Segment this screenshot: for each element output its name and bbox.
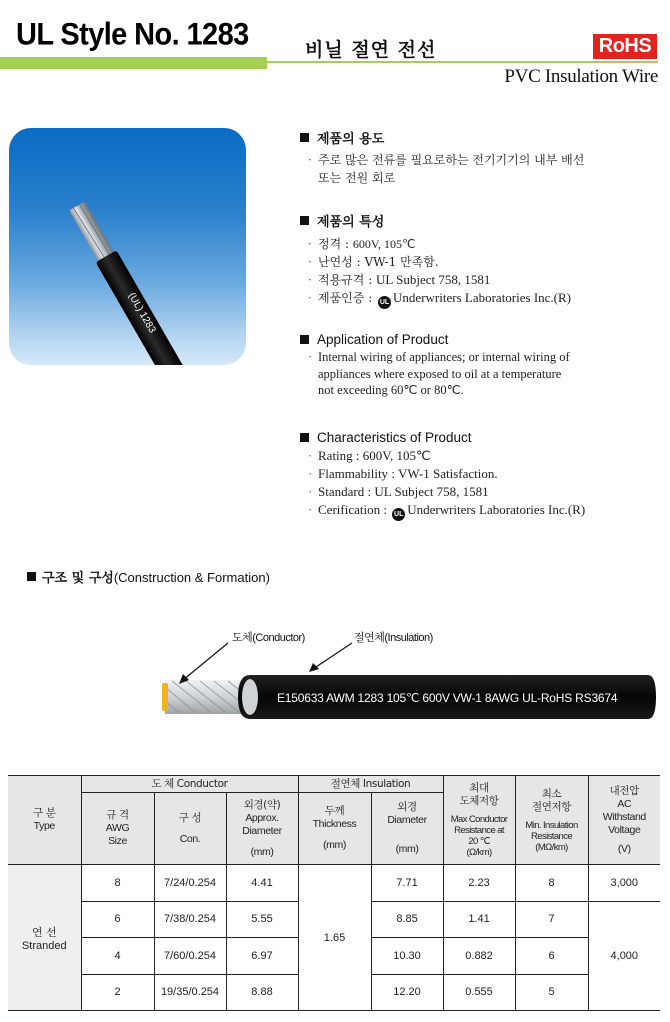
spec-table (8, 775, 660, 1011)
cell-con: 7/24/0.254 (154, 865, 226, 902)
page-title: UL Style No. 1283 (16, 17, 249, 53)
conductor-label: 도체(Conductor) (232, 632, 305, 644)
cell-awg: 6 (81, 901, 154, 938)
square-bullet-icon (27, 572, 36, 581)
header-withstand-voltage: 내전압 AC Withstand Voltage (V) (588, 776, 660, 865)
square-bullet-icon (300, 133, 309, 142)
cell-min-ins: 6 (515, 938, 588, 975)
header-thickness: 두께 Thickness (mm) (298, 793, 371, 865)
cell-voltage: 3,000 (588, 865, 660, 902)
cell-min-ins: 8 (515, 865, 588, 902)
section-heading: Application of Product (300, 332, 570, 347)
cell-cond-dia: 8.88 (226, 974, 298, 1011)
cell-con: 19/35/0.254 (154, 974, 226, 1011)
section-heading: Characteristics of Product (300, 430, 585, 445)
construction-heading: 구조 및 구성(Construction & Formation) (27, 567, 270, 586)
subtitle-korean: 비닐 절연 전선 (305, 39, 437, 61)
section-application-en (300, 332, 570, 399)
rohs-badge: RoHS (593, 34, 657, 59)
insulation-label: 절연체(Insulation) (354, 632, 433, 644)
ul-logo-icon: UL (378, 296, 391, 309)
square-bullet-icon (300, 216, 309, 225)
ul-logo-icon: UL (392, 508, 405, 521)
cable-cross-section-icon (0, 615, 670, 725)
cell-max-res: 2.23 (443, 865, 515, 902)
construction-diagram (0, 615, 670, 725)
cell-awg: 8 (81, 865, 154, 902)
feature-item: · 적용규격 : UL Subject 758, 1581 (308, 272, 491, 287)
feature-item: · 난연성 : VW-1 만족함. (308, 255, 439, 269)
header-min-insulation: 최소 절연저항 Min. Insulation Resistance (MΩ/km) (515, 776, 588, 865)
header-insulation-diameter: 외경 Diameter (mm) (371, 793, 443, 865)
header-max-resistance: 최대 도체저항 Max Conductor Resistance at 20 ℃ (Ω/km) (443, 776, 515, 865)
cell-cond-dia: 6.97 (226, 938, 298, 975)
cell-cond-dia: 5.55 (226, 901, 298, 938)
cable-photo-icon (9, 128, 246, 365)
cell-min-ins: 7 (515, 901, 588, 938)
feature-item: · 정격 : 600V, 105℃ (308, 237, 416, 251)
characteristic-item: · Standard : UL Subject 758, 1581 (308, 484, 489, 499)
cell-ins-dia: 10.30 (371, 938, 443, 975)
header-insulation-group: 절연체 Insulation (298, 776, 443, 793)
cell-ins-dia: 8.85 (371, 901, 443, 938)
type-cell: 연 선 Stranded (8, 865, 81, 1011)
section-features-kr (300, 211, 571, 309)
feature-item: · 제품인증 : UL Underwriters Laboratories Inc.(R) (300, 289, 571, 309)
product-photo (9, 128, 246, 365)
application-text: · Internal wiring of appliances; or internal wiring of appliances where exposed to oil at a temperature not exceeding 60℃ or 80℃. (308, 350, 570, 397)
cell-max-res: 0.882 (443, 938, 515, 975)
title-underline-bar (0, 57, 267, 69)
cell-cond-dia: 4.41 (226, 865, 298, 902)
header-awg-size: 규 격 AWG Size (81, 793, 154, 865)
cell-awg: 4 (81, 938, 154, 975)
svg-text:(UL) 1283: (UL) 1283 (125, 290, 158, 336)
cell-max-res: 0.555 (443, 974, 515, 1011)
usage-text: · 주로 많은 전류를 필요로하는 전기기기의 내부 배선 또는 전원 회로 (308, 153, 585, 185)
section-heading: 제품의 특성 (300, 211, 571, 230)
header-conductor-diameter: 외경(약) Approx. Diameter (mm) (226, 793, 298, 865)
dot-bullet-icon: · (308, 153, 312, 167)
header-construction: 구 성 Con. (154, 793, 226, 865)
svg-text:E150633 AWM 1283 105℃ 600V V: E150633 AWM 1283 105℃ 600V VW-1 8AWG UL-RoHS RS3674 (277, 691, 618, 705)
header-conductor-group: 도 체 Conductor (81, 776, 298, 793)
characteristic-item: · Flammability : VW-1 Satisfaction. (308, 466, 498, 481)
cell-voltage: 4,000 (588, 901, 660, 1011)
subtitle-english: PVC Insulation Wire (504, 66, 658, 87)
cell-awg: 2 (81, 974, 154, 1011)
cell-ins-dia: 12.20 (371, 974, 443, 1011)
cell-ins-dia: 7.71 (371, 865, 443, 902)
header-type: 구 분 Type (8, 776, 81, 865)
table-row (8, 865, 660, 902)
cell-min-ins: 5 (515, 974, 588, 1011)
square-bullet-icon (300, 433, 309, 442)
section-characteristics-en (300, 430, 585, 521)
section-usage-kr (300, 128, 584, 187)
square-bullet-icon (300, 335, 309, 344)
cell-max-res: 1.41 (443, 901, 515, 938)
section-heading: 제품의 용도 (300, 128, 584, 147)
characteristic-item: · Cerification : UL Underwriters Laboratories Inc.(R) (300, 501, 585, 521)
cell-thickness: 1.65 (298, 865, 371, 1011)
cell-con: 7/38/0.254 (154, 901, 226, 938)
cell-con: 7/60/0.254 (154, 938, 226, 975)
characteristic-item: · Rating : 600V, 105℃ (308, 448, 431, 463)
